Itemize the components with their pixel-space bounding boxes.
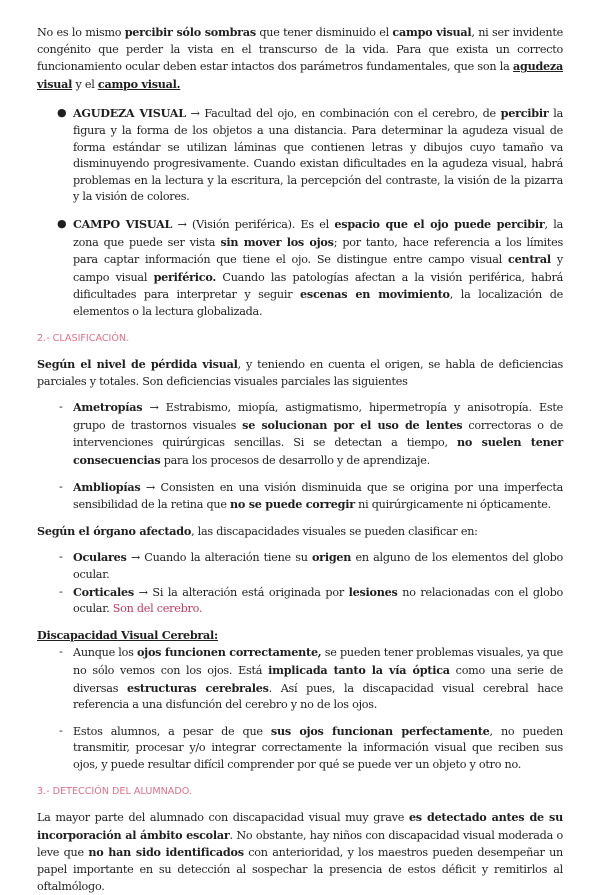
section-heading-clasificacion: 2.- CLASIFICACIÓN. [37, 332, 130, 344]
subheading-cerebral: Discapacidad Visual Cerebral: [37, 627, 218, 642]
parameters-list [37, 105, 563, 320]
dash-marker: - [59, 645, 63, 659]
paragraph-nivel-perdida: Según el nivel de pérdida visual, y teniendo en cuenta el origen, se habla de deficiencias parciales y totales. Son deficiencias visuales parciales las siguientes [37, 357, 564, 388]
list-item-cerebral-1: - Aunque los ojos funcionen correctamente, se pueden tener problemas visuales, ya que no sólo vemos con los ojos. Está implicada tanto la vía óptica como una serie de diversas estructuras cerebrales. Así pues, la discapacidad visual cerebral hace referencia a una disfunción del cerebro y no de los ojos. [59, 645, 563, 712]
list-item-corticales: - Corticales → Si la alteración está originada por lesiones no relacionadas con el globo ocular. Son del cerebro. [59, 584, 563, 616]
partial-deficiencies-list [37, 399, 563, 514]
dash-marker: - [59, 723, 63, 737]
paragraph-organo-afectado: Según el órgano afectado, las discapacidades visuales se pueden clasificar en: [37, 523, 478, 538]
dash-marker: - [59, 550, 63, 564]
dash-marker: - [59, 400, 63, 414]
paragraph-deteccion: La mayor parte del alumnado con discapacidad visual muy grave es detectado antes de su incorporación al ámbito escolar. No obstante, hay niños con discapacidad visual moderada o leve que no han sido identificados con anterioridad, y los maestros pueden desempeñar un papel importante en su detección al sospechar la presencia de estos déficit y remitirlos al oftalmólogo. [37, 810, 564, 893]
pink-note: Son del cerebro. [112, 602, 203, 616]
list-item-ametropias: - Ametropías → Estrabismo, miopía, astigmatismo, hipermetropía y anisotropía. Este grupo de trastornos visuales se solucionan por el uso de lentes correctoras o de intervenciones quirúrgicas sencillas. Si se detectan a tiempo, no suelen tener consecuencias para los procesos de desarrollo y de aprendizaje. [59, 400, 563, 468]
list-item-ambliopias: - Ambliopías → Consisten en una visión disminuida que se origina por una imperfecta sensibilidad de la retina que no se puede corregir ni quirúrgicamente ni ópticamente. [59, 479, 563, 512]
organ-list [37, 549, 563, 617]
list-item-oculares: - Oculares → Cuando la alteración tiene su origen en alguno de los elementos del globo ocular. [59, 550, 563, 582]
dash-marker: - [59, 479, 63, 493]
list-item-agudeza: ● AGUDEZA VISUAL → Facultad del ojo, en combinación con el cerebro, de percibir la figura y la forma de los objetos a una distancia. Para determinar la agudeza visual de forma estándar se utilizan láminas que contienen letras y dibujos cuyo tamaño va disminuyendo progresivamente. Cuando existan dificultades en la agudeza visual, habrá problemas en la lectura y la escritura, la percepción del contraste, la visión de la pizarra y la visión de colores. [57, 106, 563, 204]
bullet-icon: ● [57, 106, 67, 120]
intro-paragraph: No es lo mismo percibir sólo sombras que tener disminuido el campo visual, ni ser invidente congénito que perder la vista en el transcurso de la vida. Para que exista un correcto funcionamiento ocular deben estar intactos dos parámetros fundamentales, que son la agudeza visual y el campo visual. [37, 25, 563, 91]
bullet-icon: ● [57, 216, 67, 230]
dash-marker: - [59, 584, 63, 598]
cerebral-list [37, 644, 563, 773]
section-heading-deteccion: 3.- DETECCIÓN DEL ALUMNADO. [37, 785, 192, 797]
list-item-campo: ● CAMPO VISUAL → (Visión periférica). Es el espacio que el ojo puede percibir, la zona que puede ser vista sin mover los ojos; por tanto, hace referencia a los límites para captar información que tiene el ojo. Se distingue entre campo visual central y campo visual periférico. Cuando las patologías afectan a la visión periférica, habrá dificultades para interpretar y seguir escenas en movimiento, la localización de elementos o la lectura globalizada. [57, 216, 563, 318]
list-item-cerebral-2: - Estos alumnos, a pesar de que sus ojos funcionan perfectamente, no pueden transmitir, procesar y/o integrar correctamente la información visual que reciben sus ojos, y puede resultar difícil comprender por qué se puede ver un objeto y otro no. [59, 723, 563, 771]
